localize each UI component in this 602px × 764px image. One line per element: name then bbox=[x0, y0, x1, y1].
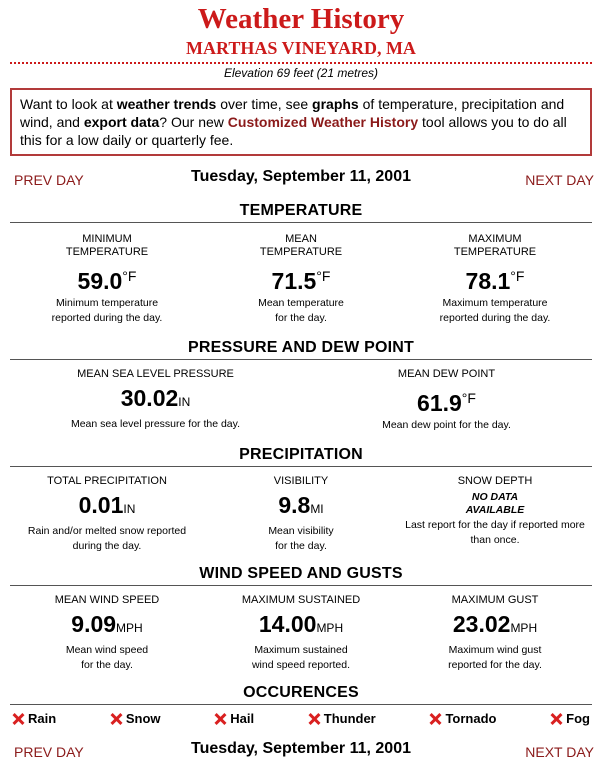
stat-value bbox=[26, 384, 286, 416]
wind-heading: WIND SPEED AND GUSTS bbox=[10, 565, 592, 586]
page-title: Weather History bbox=[197, 3, 405, 35]
stat-label: MEAN bbox=[285, 233, 317, 245]
prev-day-link[interactable]: PREV DAY bbox=[14, 744, 84, 760]
max-sustained-wind bbox=[206, 594, 396, 672]
stat-desc: for the day. bbox=[275, 540, 327, 552]
pressure-stats bbox=[0, 368, 602, 432]
mean-temperature bbox=[206, 233, 396, 325]
stat-desc: Maximum wind gust bbox=[448, 644, 542, 656]
temperature-stats bbox=[0, 233, 602, 325]
unit: °F bbox=[122, 268, 137, 284]
temperature-heading: TEMPERATURE bbox=[10, 202, 592, 223]
wind-value: 14.00 bbox=[258, 611, 317, 637]
next-day-link[interactable]: NEXT DAY bbox=[525, 172, 594, 188]
stat-value bbox=[12, 491, 202, 523]
promo-text: over time, see bbox=[216, 96, 313, 112]
stat-desc: Mean sea level pressure for the day. bbox=[70, 418, 241, 430]
stat-desc: for the day. bbox=[81, 659, 133, 671]
stat-desc: wind speed reported. bbox=[251, 659, 351, 671]
date-heading: Tuesday, September 11, 2001 bbox=[191, 168, 411, 185]
occurrence-hail bbox=[214, 711, 254, 726]
stat-desc: Mean temperature bbox=[258, 297, 344, 309]
stat-value bbox=[206, 262, 396, 295]
sea-level-pressure bbox=[26, 368, 286, 432]
stat-desc: Mean dew point for the day. bbox=[382, 419, 511, 431]
unit: °F bbox=[510, 268, 525, 284]
no-data-text: AVAILABLE bbox=[465, 504, 525, 516]
occurrence-label: Snow bbox=[125, 711, 161, 726]
unit: IN bbox=[178, 395, 191, 409]
stat-desc: Maximum temperature bbox=[442, 297, 548, 309]
snow-depth bbox=[400, 475, 590, 553]
x-mark-icon bbox=[110, 713, 122, 725]
stat-desc: reported during the day. bbox=[439, 312, 551, 324]
promo-bold: export data bbox=[83, 114, 160, 130]
promo-bold: weather trends bbox=[116, 96, 217, 112]
next-day-link[interactable]: NEXT DAY bbox=[525, 744, 594, 760]
occurrences-heading: OCCURENCES bbox=[10, 684, 592, 705]
occurrence-label: Hail bbox=[230, 711, 255, 726]
stat-desc: during the day. bbox=[72, 540, 142, 552]
stat-label: VISIBILITY bbox=[273, 475, 329, 487]
max-temp-value: 78.1 bbox=[465, 268, 511, 294]
no-data-text: NO DATA bbox=[471, 491, 519, 503]
promo-text: Want to look at bbox=[20, 96, 117, 112]
stat-label: TEMPERATURE bbox=[259, 246, 343, 258]
stat-desc: Minimum temperature bbox=[55, 297, 159, 309]
unit: MPH bbox=[316, 621, 344, 635]
precip-value: 0.01 bbox=[78, 492, 124, 518]
pressure-value: 30.02 bbox=[120, 385, 179, 411]
unit: MPH bbox=[510, 621, 538, 635]
stat-label: TEMPERATURE bbox=[65, 246, 149, 258]
precipitation-stats bbox=[0, 475, 602, 553]
stat-label: MINIMUM bbox=[82, 233, 132, 245]
min-temp-value: 59.0 bbox=[77, 268, 123, 294]
stat-desc: Last report for the day if reported more bbox=[405, 519, 585, 531]
promo-box bbox=[10, 88, 592, 156]
stat-label: MEAN WIND SPEED bbox=[54, 594, 160, 606]
x-mark-icon bbox=[550, 713, 562, 725]
dew-point bbox=[317, 368, 577, 432]
x-mark-icon bbox=[308, 713, 320, 725]
stat-value bbox=[12, 262, 202, 295]
min-temperature bbox=[12, 233, 202, 325]
bottom-nav bbox=[0, 740, 602, 764]
mean-temp-value: 71.5 bbox=[271, 268, 317, 294]
stat-label: MAXIMUM bbox=[468, 233, 522, 245]
stat-label: MAXIMUM SUSTAINED bbox=[241, 594, 361, 606]
max-temperature bbox=[400, 233, 590, 325]
prev-day-link[interactable]: PREV DAY bbox=[14, 172, 84, 188]
occurrence-rain bbox=[12, 711, 56, 726]
stat-label: MAXIMUM GUST bbox=[451, 594, 539, 606]
wind-value: 9.09 bbox=[71, 611, 117, 637]
stat-value bbox=[206, 610, 396, 642]
promo-bold: graphs bbox=[312, 96, 359, 112]
top-nav bbox=[0, 168, 602, 192]
stat-desc: Mean visibility bbox=[268, 525, 334, 537]
visibility bbox=[206, 475, 396, 553]
stat-desc: Mean wind speed bbox=[65, 644, 149, 656]
mean-wind-speed bbox=[12, 594, 202, 672]
dotted-divider bbox=[10, 62, 592, 64]
occurrence-label: Thunder bbox=[323, 711, 376, 726]
stat-label: MEAN DEW POINT bbox=[397, 368, 496, 380]
customized-history-link[interactable]: Customized Weather History bbox=[227, 114, 419, 130]
x-mark-icon bbox=[214, 713, 226, 725]
stat-desc: Rain and/or melted snow reported bbox=[27, 525, 187, 537]
stat-label: MEAN SEA LEVEL PRESSURE bbox=[77, 368, 234, 380]
stat-value bbox=[12, 610, 202, 642]
stat-label: SNOW DEPTH bbox=[457, 475, 533, 487]
occurrence-label: Fog bbox=[566, 711, 590, 726]
date-heading: Tuesday, September 11, 2001 bbox=[191, 740, 411, 757]
occurrence-tornado bbox=[429, 711, 496, 726]
elevation-text: Elevation 69 feet (21 metres) bbox=[223, 66, 379, 80]
occurrence-label: Tornado bbox=[445, 711, 497, 726]
total-precipitation bbox=[12, 475, 202, 553]
stat-value bbox=[400, 610, 590, 642]
wind-value: 23.02 bbox=[452, 611, 511, 637]
promo-text: of temperature, precipitation and wind, and bbox=[20, 96, 565, 130]
stat-desc: than once. bbox=[470, 534, 520, 546]
stat-desc: Maximum sustained bbox=[254, 644, 348, 656]
occurrence-fog bbox=[550, 711, 590, 726]
pressure-heading: PRESSURE AND DEW POINT bbox=[10, 339, 592, 360]
visibility-value: 9.8 bbox=[278, 492, 311, 518]
x-mark-icon bbox=[12, 713, 24, 725]
stat-desc: for the day. bbox=[275, 312, 327, 324]
unit: IN bbox=[123, 502, 136, 516]
wind-stats bbox=[0, 594, 602, 672]
promo-text: ? Our new bbox=[159, 114, 228, 130]
precipitation-heading: PRECIPITATION bbox=[10, 446, 592, 467]
unit: MI bbox=[310, 502, 324, 516]
occurrence-snow bbox=[110, 711, 161, 726]
stat-value bbox=[400, 262, 590, 295]
stat-label: TEMPERATURE bbox=[453, 246, 537, 258]
occurrence-label: Rain bbox=[28, 711, 57, 726]
occurrences-list bbox=[0, 711, 602, 726]
dew-point-value: 61.9 bbox=[417, 390, 462, 416]
stat-label: TOTAL PRECIPITATION bbox=[47, 475, 167, 487]
stat-value bbox=[206, 491, 396, 523]
unit: °F bbox=[316, 268, 331, 284]
stat-desc: reported during the day. bbox=[51, 312, 163, 324]
occurrence-thunder bbox=[308, 711, 376, 726]
x-mark-icon bbox=[429, 713, 441, 725]
stat-desc: reported for the day. bbox=[448, 659, 542, 671]
unit: MPH bbox=[116, 621, 143, 635]
unit: °F bbox=[461, 390, 476, 406]
promo-text: tool allows you to do all this for a low daily or quarterly fee. bbox=[20, 114, 567, 148]
stat-value bbox=[317, 384, 577, 417]
max-gust bbox=[400, 594, 590, 672]
location-title: MARTHAS VINEYARD, MA bbox=[186, 38, 416, 58]
